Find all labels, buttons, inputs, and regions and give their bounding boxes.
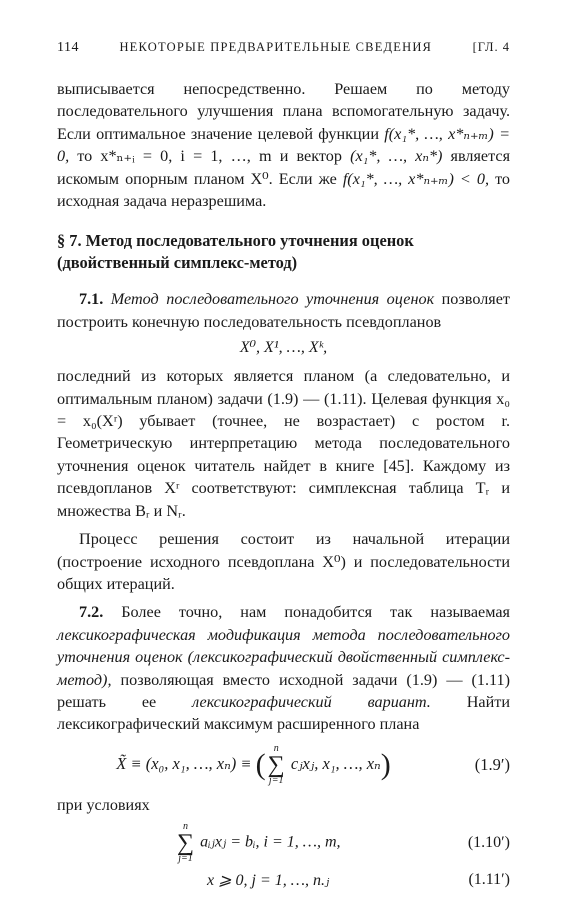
method-name: Метод последовательного уточнения оценок bbox=[110, 290, 435, 309]
process-paragraph: Процесс решения состоит из начальной итерации (построение исходного псевдоплана X⁰) и последовательности общих итераций. bbox=[57, 530, 510, 593]
formula-1-11 bbox=[57, 870, 510, 890]
book-page bbox=[57, 40, 510, 896]
section-heading: § 7. Метод последовательного уточнения оценок (двойственный симплекс-метод) bbox=[57, 231, 414, 273]
intro-f-expr2: f(x₁*, …, x*ₙ₊ₘ) < 0, bbox=[342, 169, 490, 188]
formula-1-10 bbox=[57, 822, 510, 864]
intro-paragraph bbox=[57, 78, 510, 212]
intro-vector: (x₁*, …, xₙ*) bbox=[350, 147, 443, 166]
page-number: 114 bbox=[57, 40, 79, 55]
sum-sign: n ∑ j=1 bbox=[177, 821, 195, 865]
formula-1-9 bbox=[57, 744, 510, 786]
intro-tail1: является искомым опорным планом X⁰. Если же bbox=[57, 147, 511, 188]
running-header bbox=[57, 40, 510, 56]
paragraph-7-2 bbox=[57, 601, 510, 735]
paragraph-7-1 bbox=[57, 288, 510, 333]
intro-mid: то x*ₙ₊ᵢ = 0, i = 1, …, m и вектор bbox=[77, 147, 342, 166]
pseudoplan-sequence: X⁰, X¹, …, Xᵏ, bbox=[239, 339, 328, 357]
formula-1-11-body: x ⩾ 0, j = 1, …, n.ⱼ bbox=[207, 872, 330, 890]
formula-1-10-number: (1.10′) bbox=[467, 834, 510, 852]
p72-text3: Найти лексикографический максимум расширенного плана bbox=[57, 692, 511, 734]
p72-italic2: лексикографический вариант. bbox=[192, 692, 431, 711]
formula-1-9-sum-body: cⱼxⱼ, x₁, …, xₙ bbox=[290, 753, 381, 773]
intro-text: выписывается непосредственно. Решаем по методу последовательного улучшения плана вспомогательную задачу. Если оптимальное значение целевой функции bbox=[57, 80, 510, 143]
p71-after: последний из которых является планом (а следовательно, и оптимальным планом) задачи (1.9) — (1.11). Целевая функция x₀ = x₀(Xʳ) убывает (точнее, не возрастает) с ростом r. Геометрическую интерпретацию метода последовательного уточнения оценок читатель найдет в книге [45]. Каждому из псевдопланов Xʳ соответствуют: симплексная таблица Tᵣ и множества Bᵣ и Nᵣ. bbox=[57, 367, 510, 520]
p72-text1: Более точно, нам понадобится так называемая bbox=[121, 603, 510, 622]
formula-1-9-number: (1.9′) bbox=[474, 754, 510, 774]
sum-sign: n ∑ j=1 bbox=[267, 742, 285, 786]
p72-italic1: лексикографическая модификация метода последовательного уточнения оценок (лексикографический двойственный симплекс-метод), bbox=[57, 625, 510, 689]
formula-1-11-number: (1.11′) bbox=[468, 871, 510, 889]
intro-tail2: то исходная задача неразрешима. bbox=[57, 169, 511, 211]
formula-1-9-lhs: X̃ ≡ (x₀, x₁, …, xₙ) ≡ bbox=[116, 753, 252, 773]
conditions-label: при условиях bbox=[57, 795, 150, 814]
label-7-2: 7.2. bbox=[79, 603, 104, 622]
intro-f-expr: f(x₁*, …, x*ₙ₊ₘ) = 0, bbox=[57, 124, 511, 166]
p71-rest: позволяет построить конечную последовательность псевдопланов bbox=[57, 290, 510, 331]
right-paren: ) bbox=[380, 747, 391, 781]
formula-1-9-body bbox=[57, 744, 450, 786]
running-title: НЕКОТОРЫЕ ПРЕДВАРИТЕЛЬНЫЕ СВЕДЕНИЯ bbox=[119, 40, 433, 54]
p72-text2: позволяющая вместо исходной задачи (1.9) — (1.11) решать ее bbox=[57, 670, 511, 711]
label-7-1: 7.1. bbox=[79, 290, 104, 309]
formula-1-10-body: n ∑ j=1 aᵢⱼxⱼ = bᵢ, i = 1, …, m, bbox=[177, 821, 341, 865]
left-paren: ( bbox=[255, 747, 266, 781]
chapter-label: [ГЛ. 4 bbox=[472, 40, 510, 54]
